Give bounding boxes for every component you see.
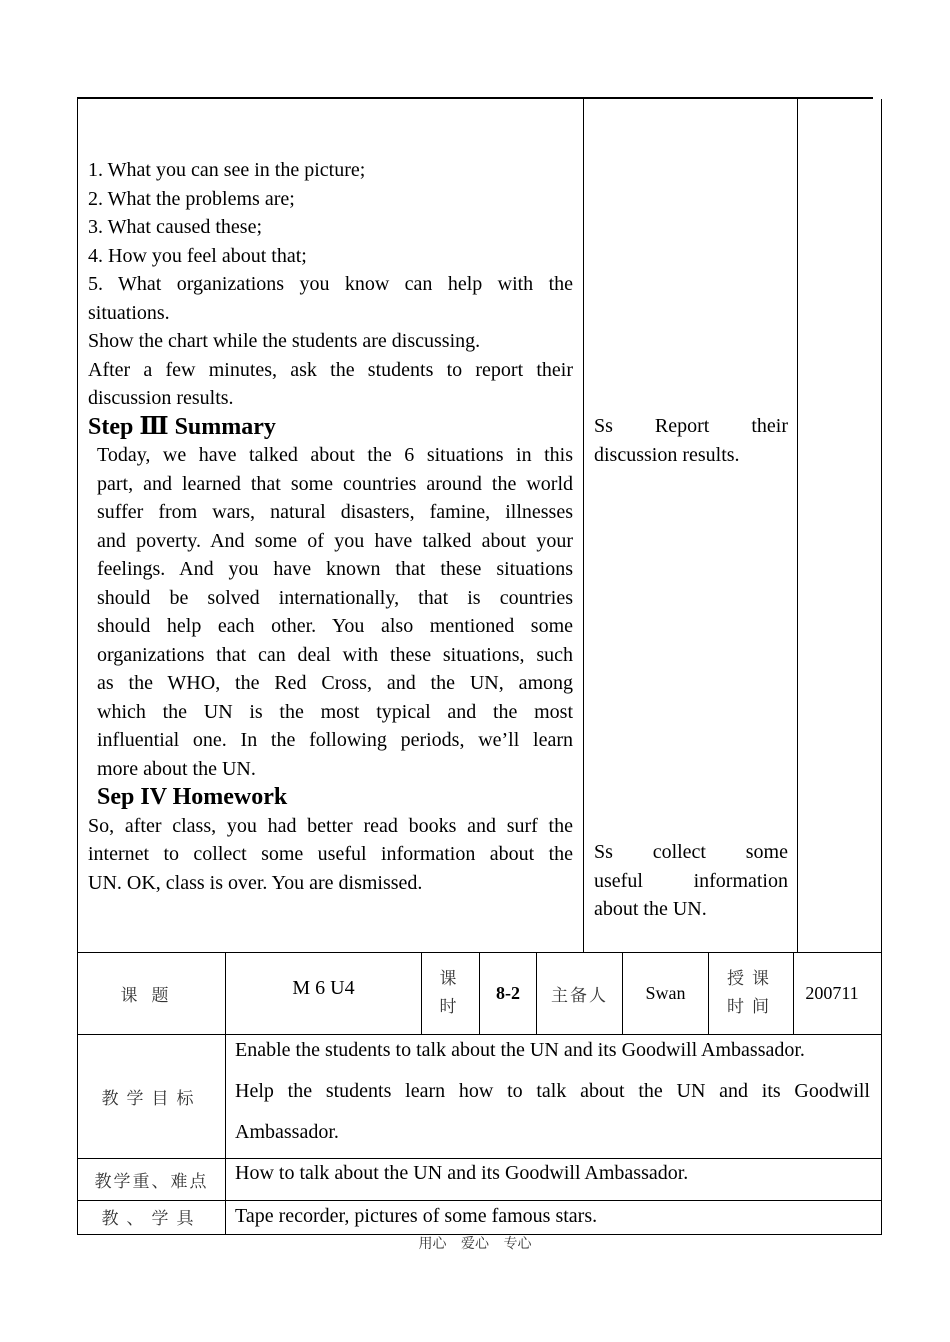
question-3: 3. What caused these; [88, 216, 263, 238]
column-divider-2 [797, 99, 798, 952]
topic-label: 课题 [120, 986, 183, 1006]
preparer-value: Swan [645, 983, 686, 1003]
question-4: 4. How you feel about that; [88, 244, 307, 267]
period-label: 课时 [439, 969, 463, 1017]
keypoints-text: How to talk about the UN and its Goodwill Ambassador. [235, 1162, 689, 1184]
column-divider-1 [583, 99, 584, 952]
student-collect-activity: Ss collect some useful information about the UN. [594, 841, 788, 920]
step4-heading: Sep IV Homework [97, 784, 288, 810]
date-value: 200711 [805, 983, 859, 1003]
summary-paragraph: Today, we have talked about the 6 situations in this part, and learned that some countries around the world suffer from wars, natural disasters, famine, illnesses and poverty. And some of you have talked about your feelings. And you have known that these situations should be solved internationally, that is countries should help each other. You also mentioned some organizations that can deal with these situations, such as the WHO, the Red Cross, and the UN, among which the UN is the most typical and the most influential one. In the following periods, we’ll learn more about the UN. [97, 444, 573, 780]
question-1: 1. What you can see in the picture; [88, 159, 366, 181]
cell-divider-a [421, 952, 422, 1034]
show-chart-instruction: Show the chart while the students are discussing. [88, 330, 481, 352]
report-instruction: After a few minutes, ask the students to report their discussion results. [88, 358, 573, 409]
step3-heading: Step Ⅲ Summary [88, 413, 276, 440]
homework-paragraph: So, after class, you had better read books and surf the internet to collect some useful information about the UN. OK, class is over. You are dismissed. [88, 814, 573, 894]
topic-value: M 6 U4 [292, 976, 355, 999]
aids-text: Tape recorder, pictures of some famous stars. [235, 1205, 598, 1227]
teaching-procedure-column [88, 156, 573, 897]
preparer-label: 主备人 [551, 986, 608, 1006]
question-2: 2. What the problems are; [88, 187, 295, 210]
goals-text: Enable the students to talk about the UN and its Goodwill Ambassador. Help the students learn how to talk about the UN and its Goodwill Ambassador. [235, 1039, 870, 1143]
aids-label: 教、学具 [101, 1208, 202, 1229]
date-label: 授课时间 [727, 969, 777, 1017]
keypoints-label: 教学重、难点 [94, 1172, 209, 1192]
student-report-activity: Ss Report their discussion results. [594, 415, 788, 466]
cell-divider-e [708, 952, 709, 1034]
goals-label: 教学目标 [101, 1089, 202, 1109]
question-5: 5. What organizations you know can help with the situations. [88, 273, 573, 324]
period-value: 8-2 [496, 983, 520, 1003]
page-footer: 用心 爱心 专心 [418, 1236, 532, 1252]
